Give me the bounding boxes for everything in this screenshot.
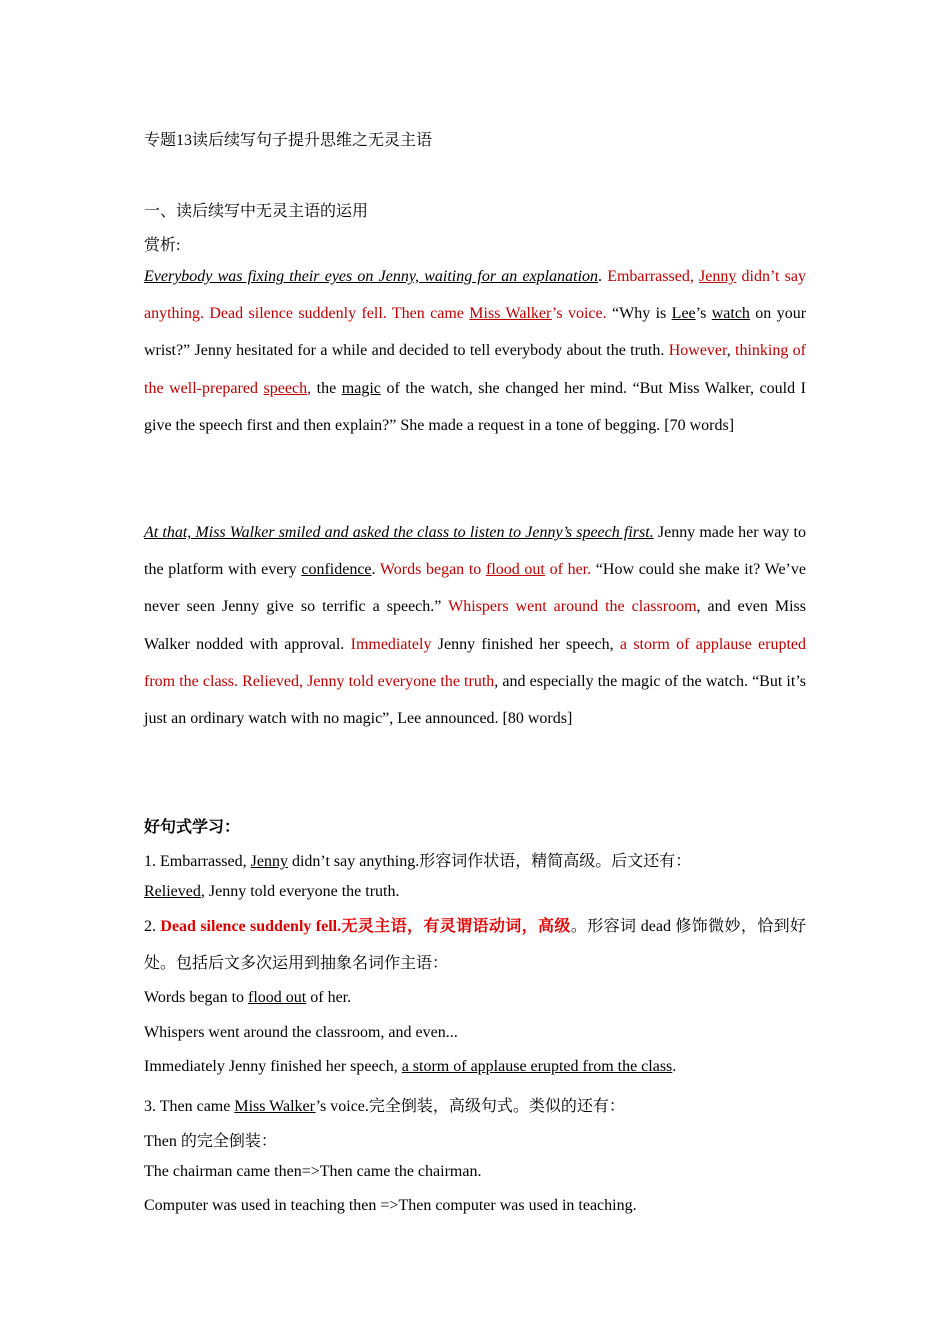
document-title: 专题13读后续写句子提升思维之无灵主语 <box>144 132 433 149</box>
study-example-relieved: Relieved, Jenny told everyone the truth. <box>144 883 400 900</box>
original-sentence: Everybody was fixing their eyes on Jenny, waiting for an explanation <box>144 268 599 285</box>
passage-paragraph-2: At that, Miss Walker smiled and asked the class to listen to Jenny’s speech first. Jenny made her way to the platform with every confidence. Words began to flood out of her. “How could she make it? We’ve never seen Jenny give so terrific a speech.” Whispers went around the classroom, and even Miss Walker nodded with approval. Immediately Jenny finished her speech, a storm of applause erupted from the class. Relieved, Jenny told everyone the truth, and especially the magic of the watch. “But it’s just an ordinary watch with no magic”, Lee announced. [80 words] <box>144 524 807 728</box>
inversion-example-1: The chairman came then=>Then came the chairman. <box>144 1163 482 1180</box>
section-heading: 一、读后续写中无灵主语的运用 <box>144 203 369 220</box>
study-item-2: 2. Dead silence suddenly fell.无灵主语，有灵谓语动词，高级。形容词 dead 修饰微妙，恰到好处。包括后文多次运用到抽象名词作主语： <box>144 918 806 972</box>
study-item-3: 3. Then came Miss Walker’s voice.完全倒装，高级句式。类似的还有： <box>144 1098 625 1115</box>
inversion-label: Then 的完全倒装： <box>144 1133 277 1150</box>
study-heading: 好句式学习： <box>144 819 241 836</box>
study-example-words: Words began to flood out of her. <box>144 989 352 1006</box>
study-example-whispers: Whispers went around the classroom, and even... <box>144 1024 458 1041</box>
original-sentence: At that, Miss Walker smiled and asked the class to listen to Jenny’s speech first. <box>144 524 654 541</box>
study-example-applause: Immediately Jenny finished her speech, a storm of applause erupted from the class. <box>144 1058 677 1075</box>
study-item-1: 1. Embarrassed, Jenny didn’t say anything.形容词作状语，精简高级。后文还有： <box>144 853 692 870</box>
passage-paragraph-1: Everybody was fixing their eyes on Jenny, waiting for an explanation. Embarrassed, Jenny didn’t say anything. Dead silence suddenly fell. Then came Miss Walker’s voice. “Why is Lee’s watch on your wrist?” Jenny hesitated for a while and decided to tell everybody about the truth. However, thinking of the well-prepared speech, the magic of the watch, she changed her mind. “But Miss Walker, could I give the speech first and then explain?” She made a request in a tone of begging. [70 words] <box>144 268 807 434</box>
appreciation-label: 赏析: <box>144 237 181 254</box>
inversion-example-2: Computer was used in teaching then =>Then computer was used in teaching. <box>144 1197 637 1214</box>
